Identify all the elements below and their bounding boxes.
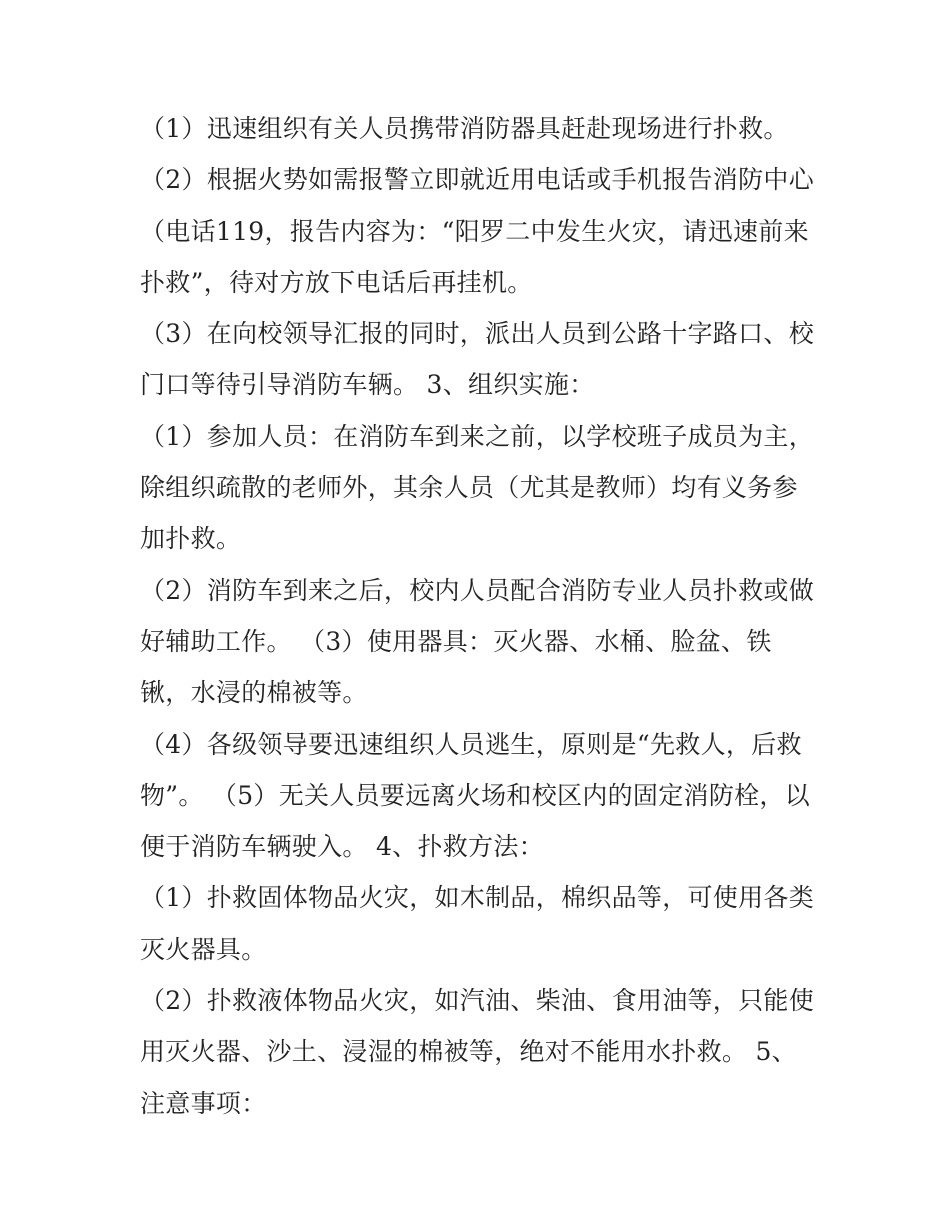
paragraph-6: （4）各级领导要迅速组织人员逃生，原则是“先救人，后救物”。 （5）无关人员要远离火场和校区内的固定消防栓，以便于消防车辆驶入。 4、扑救方法： [140,729,811,862]
document-body [140,103,820,1129]
paragraph-1: （1）迅速组织有关人员携带消防器具赶赴现场进行扑救。 [140,114,789,143]
paragraph-2: （2）根据火势如需报警立即就近用电话或手机报告消防中心（电话119，报告内容为：“阳罗二中发生火灾，请迅速前来扑救”，待对方放下电话后再挂机。 [140,165,815,297]
paragraph-8: （2）扑救液体物品火灾，如汽油、柴油、食用油等，只能使用灭火器、沙土、浸湿的棉被等，绝对不能用水扑救。 5、注意事项： [140,986,815,1118]
paragraph-5: （2）消防车到来之后，校内人员配合消防专业人员扑救或做好辅助工作。 （3）使用器具：灭火器、水桶、脸盆、铁锹，水浸的棉被等。 [140,575,815,708]
paragraph-3: （3）在向校领导汇报的同时，派出人员到公路十字路口、校门口等待引导消防车辆。 3、组织实施： [140,319,815,400]
paragraph-4: （1）参加人员：在消防车到来之前，以学校班子成员为主，除组织疏散的老师外，其余人员（尤其是教师）均有义务参加扑救。 [140,421,815,554]
paragraph-7: （1）扑救固体物品火灾，如木制品，棉织品等，可使用各类灭火器具。 [140,883,815,964]
